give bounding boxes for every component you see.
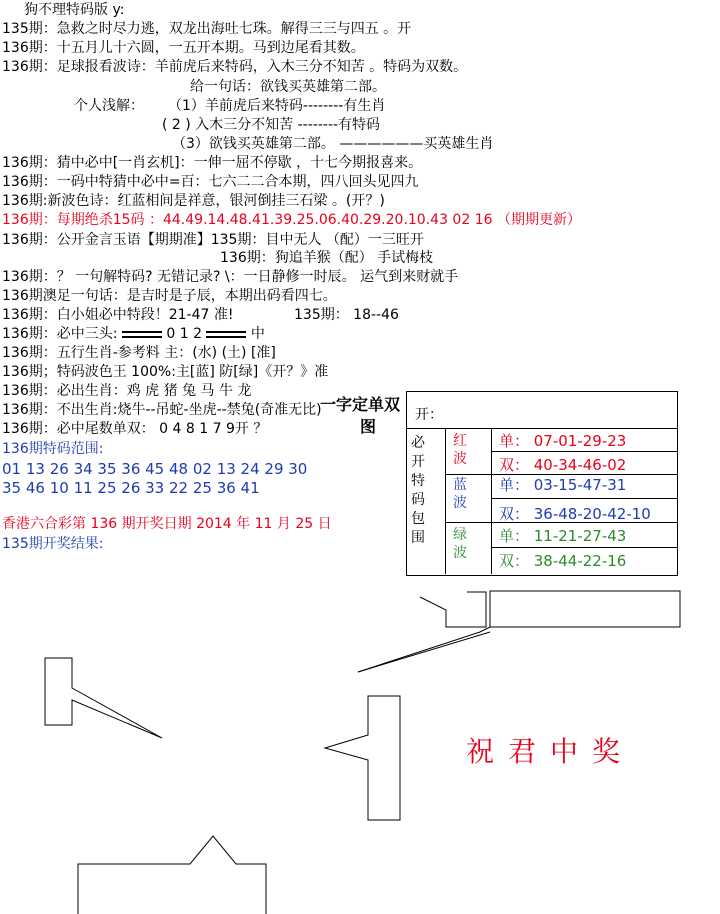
range-row: 01 13 26 34 35 36 45 48 02 13 24 29 30 [2, 460, 308, 478]
arrow-shape-top-left [420, 592, 486, 627]
callout-line-2 [358, 632, 490, 672]
three-heads-line [2, 325, 265, 343]
blue-single: 单： 03-15-47-31 [499, 476, 627, 494]
text-line: 136期：？ 一句解特码? 无错记录? \：一日静修一时辰。 运气到来财就手 [2, 269, 459, 285]
text-line: 136期：足球报看波诗：羊前虎后来特码，入木三分不知苦 。特码为双数。 [2, 59, 468, 75]
result-label: 135期开奖结果: [2, 536, 104, 552]
text-line: 136期：五行生肖-参考料 主：(水) (土) [准] [2, 345, 276, 361]
text-line: 136期：狗追羊猴（配） 手试梅枝 [220, 250, 434, 266]
green-double: 双： 38-44-22-16 [499, 552, 627, 570]
green-wave-label: 绿波 [453, 527, 467, 561]
text-line: 136期：必出生肖：鸡 虎 猪 兔 马 牛 龙 [2, 383, 252, 399]
text-line: 136期：十五月儿十六圆，一五开本期。马到边尾看其数。 [2, 40, 365, 56]
range-row: 35 46 10 11 25 26 33 22 25 36 41 [2, 479, 260, 497]
page-title: 狗不理特码版 y: [24, 2, 125, 18]
text-line: 136期：一码中特猜中必中=百：七六二二合本期，四八回头见四九 [2, 174, 419, 190]
three-heads-suffix: 中 [250, 326, 265, 342]
good-luck-text: 祝君中奖 [466, 735, 635, 768]
red-single: 单： 07-01-29-23 [499, 432, 627, 450]
text-line: 136期：猜中必中[一肖玄机]：一伸一屈不停歇 ，十七今期报喜来。 [2, 155, 423, 171]
pointer-shape-left [45, 658, 162, 738]
house-shape [78, 836, 266, 914]
box-title-2: 图 [360, 417, 377, 436]
vertical-label: 必开特码包围 [411, 435, 425, 546]
text-line: 136期：白小姐必中特段！21-47 准! [2, 307, 234, 323]
open-label: 开： [415, 407, 443, 423]
black-bar [206, 331, 246, 338]
black-bar [122, 331, 162, 338]
box-shape-top-right [490, 591, 680, 627]
range-title: 136期特码范围: [2, 441, 104, 457]
blue-double: 双： 36-48-20-42-10 [499, 505, 651, 523]
analysis-item: （1）羊前虎后来特码--------有生肖 [168, 98, 386, 114]
text-line: 136期；特码波色王 100%:主[蓝] 防[绿]《开？》准 [2, 364, 329, 380]
blue-wave-label: 蓝波 [453, 477, 467, 511]
text-line: 136期:新波色诗：红蓝相间是祥意，银河倒挂三石梁 。(开？) [2, 193, 385, 209]
green-single: 单： 11-21-27-43 [499, 527, 627, 545]
text-line: 136期：公开金言玉语【期期准】135期：目中无人 （配）一三旺开 [2, 232, 424, 248]
code-table [406, 391, 678, 576]
pointer-shape-right [325, 696, 400, 820]
analysis-item: ( 2 ) 入木三分不知苦 --------有特码 [162, 117, 381, 133]
kill-numbers-line: 136期：每期绝杀15码 ：44.49.14.48.41.39.25.06.40.29.20.10.43 02 16 （期期更新） [2, 212, 581, 228]
callout-line [358, 627, 490, 672]
box-title: 一字定单双 [320, 395, 401, 414]
three-heads-label: 136期：必中三头: [2, 326, 118, 342]
three-heads-digits: 0 1 2 [166, 326, 202, 342]
analysis-quote: 给一句话：欲钱买英雄第二部。 [190, 79, 386, 95]
analysis-item: （3）欲钱买英雄第二部。 ——————买英雄生肖 [172, 136, 494, 152]
text-line: 135期： 18--46 [294, 307, 399, 323]
text-line: 136期：不出生肖:烧牛--吊蛇-坐虎--禁兔(奇准无比) [2, 402, 322, 418]
red-double: 双： 40-34-46-02 [499, 456, 627, 474]
text-line: 135期：急救之时尽力逃，双龙出海吐七珠。解得三三与四五 。开 [2, 21, 412, 37]
text-line: 136期：必中尾数单双： 0 4 8 1 7 9开 ？ [2, 421, 268, 437]
text-line: 136期澳足一句话：是吉时是子辰，本期出码看四七。 [2, 288, 337, 304]
draw-date: 香港六合彩第 136 期开奖日期 2014 年 11 月 25 日 [2, 516, 332, 532]
red-wave-label: 红波 [453, 433, 467, 467]
analysis-label: 个人浅解： [74, 98, 144, 114]
